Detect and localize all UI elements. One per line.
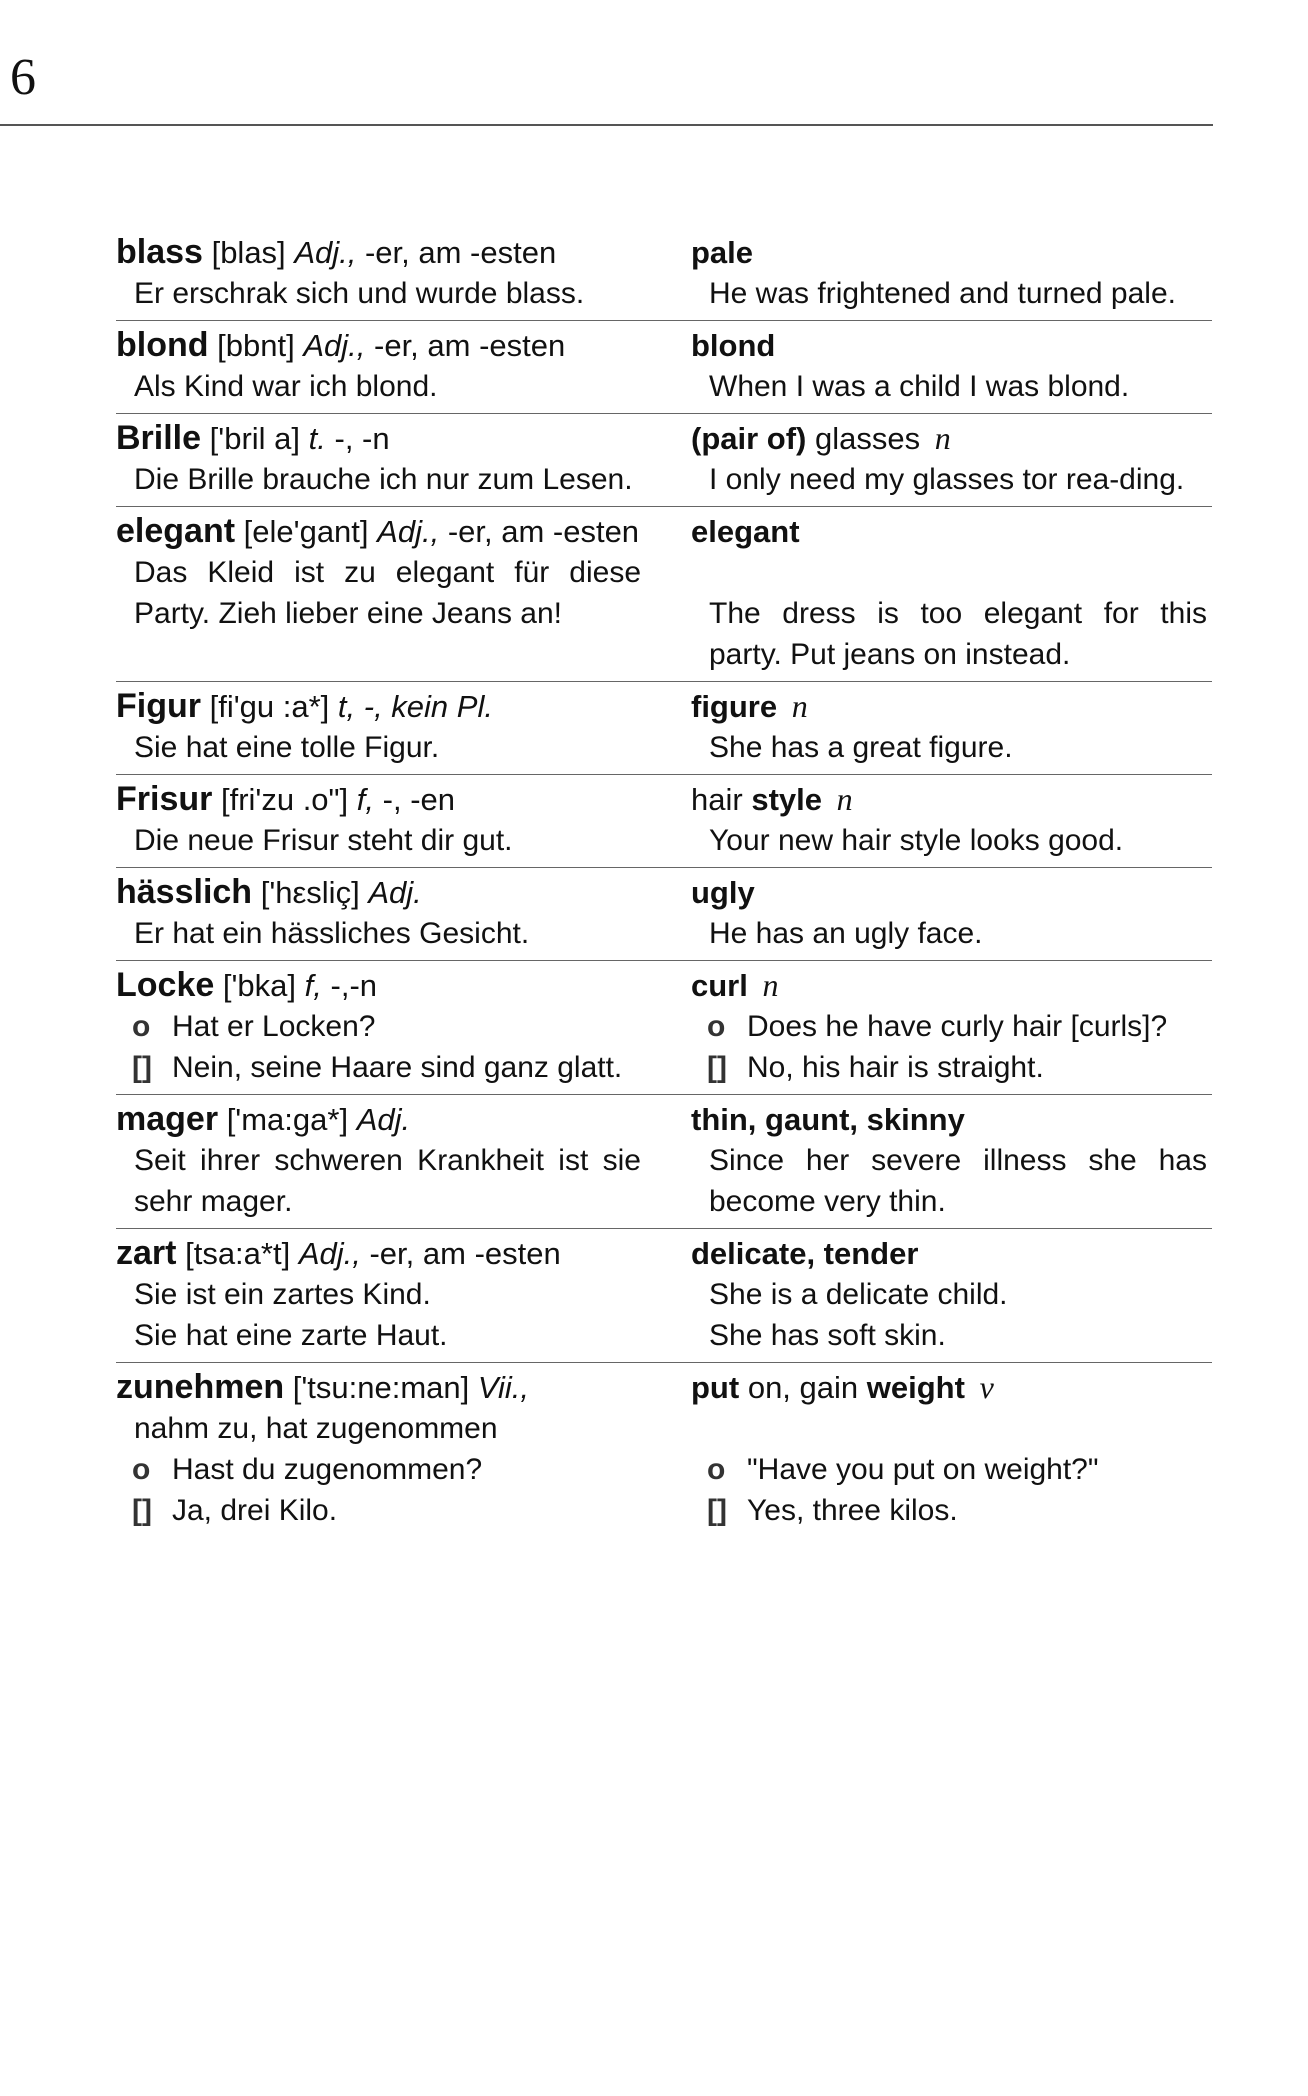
translation: ugly (691, 875, 755, 910)
dialog-text: Nein, seine Haare sind ganz glatt. (172, 1051, 623, 1084)
headword: blass (116, 233, 203, 271)
english-column (681, 418, 1207, 500)
german-head (116, 965, 641, 1006)
forms: -er, am -esten (364, 235, 557, 270)
english-example: The dress is too elegant for this party. Put jeans on instead. (709, 597, 1207, 671)
german-example: Sie hat eine zarte Haut. (134, 1319, 448, 1352)
translation: style (751, 782, 822, 817)
translation-rest: on, gain (747, 1370, 859, 1405)
english-example: Since her severe illness she has become very thin. (709, 1144, 1207, 1218)
english-dialog-line (691, 1006, 1207, 1047)
grammar: f, (356, 782, 375, 817)
pronunciation: [fri'zu .o"] (220, 782, 349, 817)
english-column (681, 232, 1207, 314)
german-head (116, 686, 641, 727)
entry-frisur (116, 775, 1212, 868)
entry-brille (116, 414, 1212, 507)
pronunciation: [tsa:a*t] (185, 1236, 291, 1271)
page-number: 6 (10, 49, 36, 106)
english-head (691, 965, 1207, 1006)
question-marker: o (132, 1010, 151, 1043)
english-example: He was frightened and turned pale. (709, 277, 1176, 310)
grammar: Adj., (298, 1236, 361, 1271)
headword: hässlich (116, 873, 253, 911)
pronunciation: ['bril a] (209, 421, 301, 456)
english-head (691, 511, 1207, 552)
grammar: f, (304, 968, 322, 1003)
entry-blass (116, 228, 1212, 321)
pronunciation: ['bka] (222, 968, 297, 1003)
dictionary-table (116, 228, 1212, 1537)
translation: blond (691, 328, 776, 363)
forms: -, kein Pl. (363, 689, 493, 724)
question-marker: o (132, 1453, 151, 1486)
answer-marker: [] (707, 1494, 727, 1527)
german-example: Sie ist ein zartes Kind. (134, 1278, 431, 1311)
dialog-text: No, his hair is straight. (747, 1051, 1044, 1084)
english-example: Your new hair style looks good. (709, 824, 1124, 857)
headword: zart (116, 1234, 177, 1272)
question-marker: o (707, 1453, 726, 1486)
translation: delicate, tender (691, 1236, 919, 1271)
dialog-text: Hast du zugenommen? (172, 1453, 483, 1486)
english-head (691, 779, 1207, 820)
translation-prefix: hair (691, 782, 743, 817)
german-column (116, 325, 681, 407)
german-head (116, 779, 641, 820)
english-example: I only need my glasses tor rea-ding. (709, 463, 1185, 496)
header-rule (0, 124, 1213, 126)
dialog-text: Does he have curly hair [curls]? (747, 1010, 1168, 1043)
grammar: Adj., (294, 235, 357, 270)
pronunciation: [bbnt] (217, 328, 295, 363)
headword: Figur (116, 687, 201, 725)
translation: curl (691, 968, 748, 1003)
english-column (681, 1367, 1207, 1531)
headword: mager (116, 1100, 219, 1138)
english-column (681, 325, 1207, 407)
grammar: t, (337, 689, 356, 724)
forms: -er, am -esten (447, 514, 640, 549)
entry-zunehmen (116, 1363, 1212, 1537)
part-of-speech: n (836, 781, 853, 817)
grammar: Adj., (377, 514, 440, 549)
german-forms: nahm zu, hat zugenommen (134, 1412, 498, 1445)
entry-haesslich (116, 868, 1212, 961)
german-column (116, 232, 681, 314)
pronunciation: ['hεsliç] (260, 875, 360, 910)
grammar: Vii., (477, 1370, 530, 1405)
english-dialog-line (691, 1490, 1207, 1531)
english-example: She has soft skin. (709, 1319, 946, 1352)
english-column (681, 779, 1207, 861)
english-example: She has a great figure. (709, 731, 1013, 764)
german-head (116, 418, 641, 459)
forms: -er, am -esten (374, 328, 566, 363)
entry-mager (116, 1095, 1212, 1229)
headword: Brille (116, 419, 202, 457)
dialog-text: Ja, drei Kilo. (172, 1494, 338, 1527)
translation: (pair of) (691, 421, 807, 456)
line-spacer (691, 1408, 1207, 1449)
grammar: Adj. (368, 875, 422, 910)
english-column (681, 1233, 1207, 1356)
headword: elegant (116, 512, 236, 550)
german-head (116, 872, 641, 913)
grammar: Adj., (303, 328, 366, 363)
dialog-text: Hat er Locken? (172, 1010, 376, 1043)
german-example: Sie hat eine tolle Figur. (134, 731, 440, 764)
translation: elegant (691, 514, 800, 549)
english-head (691, 686, 1207, 727)
headword: Frisur (116, 780, 213, 818)
part-of-speech: v (979, 1369, 994, 1405)
english-dialog-line (691, 1449, 1207, 1490)
answer-marker: [] (132, 1051, 152, 1084)
german-dialog-line (116, 1490, 641, 1531)
german-column (116, 1367, 681, 1531)
pronunciation: [blas] (211, 235, 286, 270)
pronunciation: [ele'gant] (243, 514, 369, 549)
headword: zunehmen (116, 1368, 285, 1406)
german-column (116, 1099, 681, 1222)
english-dialog-line (691, 1047, 1207, 1088)
translation: pale (691, 235, 754, 270)
dialog-text: "Have you put on weight?" (747, 1453, 1099, 1486)
german-column (116, 418, 681, 500)
grammar: t. (308, 421, 326, 456)
german-example: Die Brille brauche ich nur zum Lesen. (134, 463, 633, 496)
part-of-speech: n (762, 967, 779, 1003)
forms: -, -n (334, 421, 390, 456)
german-dialog-line (116, 1006, 641, 1047)
english-example: She is a delicate child. (709, 1278, 1008, 1311)
translation-second: weight (866, 1370, 965, 1405)
question-marker: o (707, 1010, 726, 1043)
english-column (681, 872, 1207, 954)
entry-figur (116, 682, 1212, 775)
german-head (116, 1099, 641, 1140)
line-spacer (691, 552, 1207, 593)
english-example: When I was a child I was blond. (709, 370, 1130, 403)
part-of-speech: n (934, 420, 951, 456)
entry-locke (116, 961, 1212, 1095)
german-column (116, 511, 681, 675)
english-head (691, 1233, 1207, 1274)
german-head (116, 1233, 641, 1274)
german-example: Die neue Frisur steht dir gut. (134, 824, 513, 857)
answer-marker: [] (132, 1494, 152, 1527)
english-head (691, 872, 1207, 913)
english-head (691, 1367, 1207, 1408)
entry-elegant (116, 507, 1212, 682)
german-example: Das Kleid ist zu elegant für diese Party. Zieh lieber eine Jeans an! (134, 556, 641, 630)
forms: -,-n (330, 968, 378, 1003)
headword: Locke (116, 966, 215, 1004)
german-dialog-line (116, 1047, 641, 1088)
german-head (116, 511, 641, 552)
german-column (116, 1233, 681, 1356)
translation: put (691, 1370, 740, 1405)
english-column (681, 511, 1207, 675)
english-head (691, 325, 1207, 366)
pronunciation: [fi'gu :a*] (209, 689, 330, 724)
forms: -er, am -esten (369, 1236, 561, 1271)
translation: thin, gaunt, skinny (691, 1102, 965, 1137)
german-head (116, 325, 641, 366)
headword: blond (116, 326, 209, 364)
english-head (691, 232, 1207, 273)
german-column (116, 872, 681, 954)
german-column (116, 779, 681, 861)
german-dialog-line (116, 1449, 641, 1490)
dialog-text: Yes, three kilos. (747, 1494, 958, 1527)
english-column (681, 686, 1207, 768)
german-example: Als Kind war ich blond. (134, 370, 438, 403)
part-of-speech: n (791, 688, 808, 724)
entry-blond (116, 321, 1212, 414)
forms: -, -en (382, 782, 456, 817)
german-example: Seit ihrer schweren Krankheit ist sie sehr mager. (134, 1144, 641, 1218)
german-head (116, 232, 641, 273)
answer-marker: [] (707, 1051, 727, 1084)
translation: figure (691, 689, 778, 724)
entry-zart (116, 1229, 1212, 1363)
english-column (681, 965, 1207, 1088)
english-head (691, 1099, 1207, 1140)
english-head (691, 418, 1207, 459)
german-column (116, 965, 681, 1088)
translation-rest: glasses (815, 421, 921, 456)
grammar: Adj. (356, 1102, 411, 1137)
pronunciation: ['tsu:ne:man] (292, 1370, 470, 1405)
english-column (681, 1099, 1207, 1222)
german-example: Er erschrak sich und wurde blass. (134, 277, 585, 310)
german-head (116, 1367, 641, 1408)
german-example: Er hat ein hässliches Gesicht. (134, 917, 530, 950)
pronunciation: ['ma:ga*] (226, 1102, 349, 1137)
english-example: He has an ugly face. (709, 917, 983, 950)
german-column (116, 686, 681, 768)
